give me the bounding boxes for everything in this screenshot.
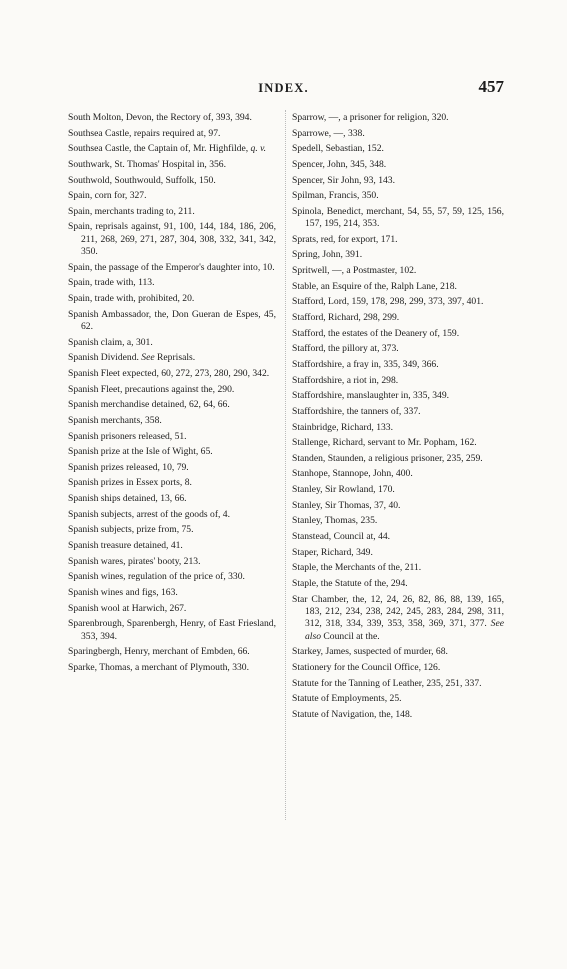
index-entry: Spanish Fleet expected, 60, 272, 273, 280, 290, 342. (68, 368, 270, 379)
index-entry: Spanish wines and figs, 163. (68, 586, 178, 598)
index-entry: Spanish Dividend. See Reprisals. (68, 352, 196, 364)
index-entry: Stafford, Lord, 159, 178, 298, 299, 373, 397, 401. (292, 296, 484, 308)
index-entry: Spencer, John, 345, 348. (292, 158, 387, 170)
index-entry: Staper, Richard, 349. (292, 546, 373, 558)
index-entry: Spain, the passage of the Emperor's daughter into, 10. (68, 261, 275, 273)
index-entry: Spain, corn for, 327. (68, 190, 147, 202)
index-entry: Spinola, Benedict, merchant, 54, 55, 57, 59, 125, 156, 157, 195, 214, 353. (292, 205, 504, 230)
index-entry: Statute of Navigation, the, 148. (292, 708, 413, 720)
index-entry: Staffordshire, manslaughter in, 335, 349. (292, 390, 450, 402)
index-entry: Stable, an Esquire of the, Ralph Lane, 218. (292, 280, 457, 292)
index-entry: Spanish Fleet, precautions against the, 290. (68, 383, 235, 395)
index-entry: Spanish prizes in Essex ports, 8. (68, 477, 192, 489)
index-entry: Spanish prisoners released, 51. (68, 430, 187, 442)
index-entry: Spanish merchants, 358. (68, 414, 162, 426)
index-entry: Statute of Employments, 25. (292, 693, 402, 705)
index-entry: South Molton, Devon, the Rectory of, 393, 394. (68, 112, 252, 123)
index-entry: Starkey, James, suspected of murder, 68. (292, 646, 448, 658)
index-entry: Sprats, red, for export, 171. (292, 233, 398, 245)
index-entry: Spain, merchants trading to, 211. (68, 205, 195, 217)
index-entry: Southwark, St. Thomas' Hospital in, 356. (68, 158, 226, 170)
index-entry: Spanish wares, pirates' booty, 213. (68, 555, 201, 567)
column-divider (285, 110, 286, 820)
index-entry: Stanhope, Stannope, John, 400. (292, 468, 413, 480)
index-entry: Stanley, Sir Thomas, 37, 40. (292, 499, 401, 511)
index-entry: Spanish wool at Harwich, 267. (68, 602, 187, 614)
index-entry: Spring, John, 391. (292, 249, 363, 261)
index-entry: Spencer, Sir John, 93, 143. (292, 174, 396, 186)
index-entry: Star Chamber, the, 12, 24, 26, 82, 86, 88, 139, 165, 183, 212, 234, 238, 242, 245, 283, 284, 298, 311, 312, 318, 334, 339, 353, 358, 369, 371, 377. See also Council at the. (292, 593, 504, 642)
index-entry: Stainbridge, Richard, 133. (292, 421, 393, 433)
index-entry: Spedell, Sebastian, 152. (292, 143, 384, 155)
index-entry: Spanish subjects, arrest of the goods of, 4. (68, 508, 231, 520)
index-entry: Spanish subjects, prize from, 75. (68, 524, 194, 536)
page-header (0, 78, 567, 98)
index-entry: Stafford, the estates of the Deanery of, 159. (292, 327, 460, 339)
index-entry: Sparrowe, —, 338. (292, 127, 365, 139)
index-entry: Spanish wines, regulation of the price of, 330. (68, 571, 245, 583)
index-entry: Stanley, Sir Rowland, 170. (292, 484, 395, 496)
index-entry: Stanstead, Council at, 44. (292, 531, 391, 542)
index-entry: Staple, the Merchants of the, 211. (292, 562, 422, 574)
index-column-right (292, 112, 504, 724)
index-entry: Spanish prize at the Isle of Wight, 65. (68, 446, 213, 458)
index-entry: Stallenge, Richard, servant to Mr. Popham, 162. (292, 437, 477, 449)
index-column-left (68, 112, 276, 678)
index-entry: Staple, the Statute of the, 294. (292, 577, 408, 589)
index-entry: Spain, reprisals against, 91, 100, 144, 184, 186, 206, 211, 268, 269, 271, 287, 304, 308, 332, 341, 342, 350. (68, 221, 276, 258)
index-entry: Spain, trade with, 113. (68, 277, 155, 289)
index-entry: Southsea Castle, the Captain of, Mr. Highfilde, q. v. (68, 143, 267, 155)
index-entry: Sparke, Thomas, a merchant of Plymouth, 330. (68, 661, 250, 673)
index-entry: Stationery for the Council Office, 126. (292, 661, 441, 673)
index-entry: Sparenbrough, Sparenbergh, Henry, of East Friesland, 353, 394. (68, 618, 276, 642)
index-entry: Staffordshire, a fray in, 335, 349, 366. (292, 358, 439, 370)
index-entry: Stanley, Thomas, 235. (292, 515, 378, 527)
index-entry: Spanish treasure detained, 41. (68, 540, 183, 552)
page-number: 457 (478, 77, 504, 96)
index-entry: Staffordshire, a riot in, 298. (292, 374, 399, 386)
index-entry: Staffordshire, the tanners of, 337. (292, 405, 421, 417)
index-entry: Spanish Ambassador, the, Don Gueran de Espes, 45, 62. (68, 308, 276, 333)
index-entry: Spritwell, —, a Postmaster, 102. (292, 265, 417, 277)
index-entry: Southsea Castle, repairs required at, 97. (68, 127, 221, 139)
index-entry: Sparingbergh, Henry, merchant of Embden, 66. (68, 646, 250, 658)
index-entry: Spanish claim, a, 301. (68, 336, 153, 348)
index-entry: Sparrow, —, a prisoner for religion, 320. (292, 112, 449, 123)
running-head-title: INDEX. (258, 81, 309, 95)
index-entry: Spilman, Francis, 350. (292, 190, 379, 202)
index-entry: Southwold, Southwould, Suffolk, 150. (68, 174, 216, 186)
index-entry: Spanish ships detained, 13, 66. (68, 493, 187, 505)
index-entry: Spain, trade with, prohibited, 20. (68, 293, 195, 305)
index-entry: Standen, Staunden, a religious prisoner, 235, 259. (292, 452, 483, 464)
index-entry: Spanish prizes released, 10, 79. (68, 461, 189, 473)
index-entry: Stafford, the pillory at, 373. (292, 343, 399, 355)
index-entry: Stafford, Richard, 298, 299. (292, 312, 400, 324)
index-entry: Spanish merchandise detained, 62, 64, 66. (68, 399, 230, 411)
index-entry: Statute for the Tanning of Leather, 235, 251, 337. (292, 677, 482, 689)
